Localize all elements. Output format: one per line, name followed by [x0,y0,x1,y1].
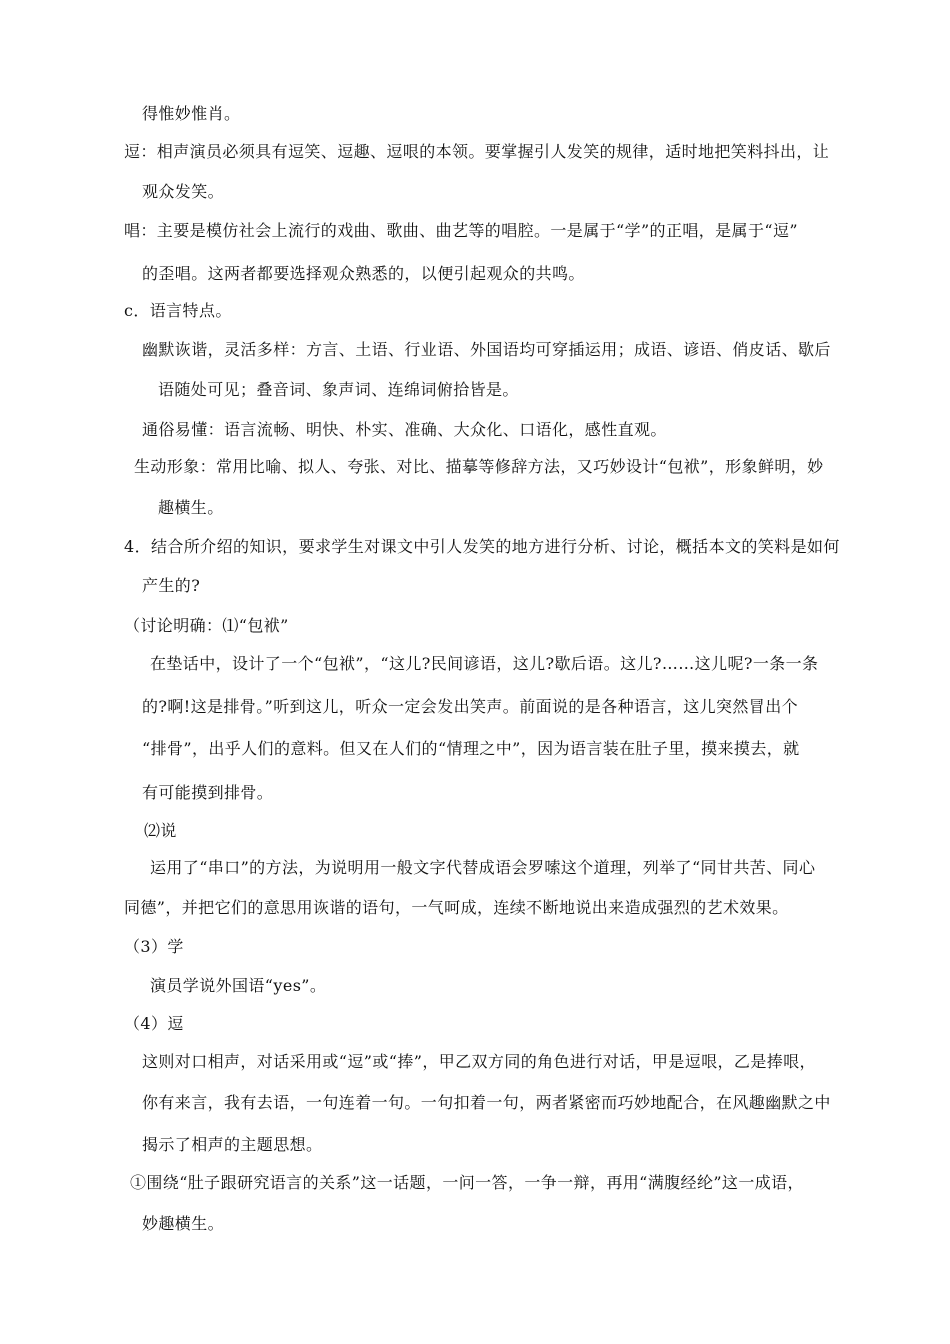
text-line: 在垫话中，设计了一个“包袱”，“这儿?民间谚语，这儿?歇后语。这儿?……这儿呢?一条一条 [150,654,819,673]
text-line: 得惟妙惟肖。 [142,104,241,123]
text-line: “排骨”，出乎人们的意料。但又在人们的“情理之中”，因为语言装在肚子里，摸来摸去，就 [142,739,800,758]
text-line: 的?啊!这是排骨。”听到这儿，听众一定会发出笑声。前面说的是各种语言，这儿突然冒出个 [142,697,798,716]
subheading: ⑵说 [144,821,177,840]
section-heading: c．语言特点。 [124,301,232,320]
text-line: 唱：主要是模仿社会上流行的戏曲、歌曲、曲艺等的唱腔。一是属于“学”的正唱，是属于“逗” [124,221,798,240]
text-line: 趣横生。 [158,498,224,517]
text-line: 的歪唱。这两者都要选择观众熟悉的，以便引起观众的共鸣。 [142,264,585,283]
text-line: 妙趣横生。 [142,1214,225,1233]
text-line: 有可能摸到排骨。 [142,783,274,802]
text-line: ①围绕“肚子跟研究语言的关系”这一话题，一问一答，一争一辩，再用“满腹经纶”这一成语， [130,1173,804,1192]
question-line: 产生的? [142,576,201,595]
text-line: 观众发笑。 [142,182,225,201]
text-line: 这则对口相声，对话采用或“逗”或“捧”，甲乙双方同的角色进行对话，甲是逗哏，乙是捧哏， [142,1052,816,1071]
subheading: （4）逗 [124,1014,184,1033]
text-line: 同德”，并把它们的意思用诙谐的语句，一气呵成，连续不断地说出来造成强烈的艺术效果。 [124,898,789,917]
text-line: 你有来言，我有去语，一句连着一句。一句扣着一句，两者紧密而巧妙地配合，在风趣幽默之中 [142,1093,831,1112]
discussion-heading: （讨论明确：⑴“包袱” [124,616,289,635]
text-line: 幽默诙谐，灵活多样：方言、土语、行业语、外国语均可穿插运用；成语、谚语、俏皮话、歇后 [142,340,831,359]
subheading: （3）学 [124,937,184,956]
text-line: 逗：相声演员必须具有逗笑、逗趣、逗哏的本领。要掌握引人发笑的规律，适时地把笑料抖出，让 [124,142,830,161]
text-line: 运用了“串口”的方法，为说明用一般文字代替成语会罗嗦这个道理，列举了“同甘共苦、同心 [150,858,816,877]
question-line: 4．结合所介绍的知识，要求学生对课文中引人发笑的地方进行分析、讨论，概括本文的笑料是如何 [124,537,840,556]
text-line: 生动形象：常用比喻、拟人、夸张、对比、描摹等修辞方法，又巧妙设计“包袱”，形象鲜明，妙 [134,457,824,476]
text-line: 通俗易懂：语言流畅、明快、朴实、准确、大众化、口语化，感性直观。 [142,420,667,439]
text-line: 演员学说外国语“yes”。 [150,976,327,995]
text-line: 揭示了相声的主题思想。 [142,1135,323,1154]
text-line: 语随处可见；叠音词、象声词、连绵词俯拾皆是。 [158,380,519,399]
